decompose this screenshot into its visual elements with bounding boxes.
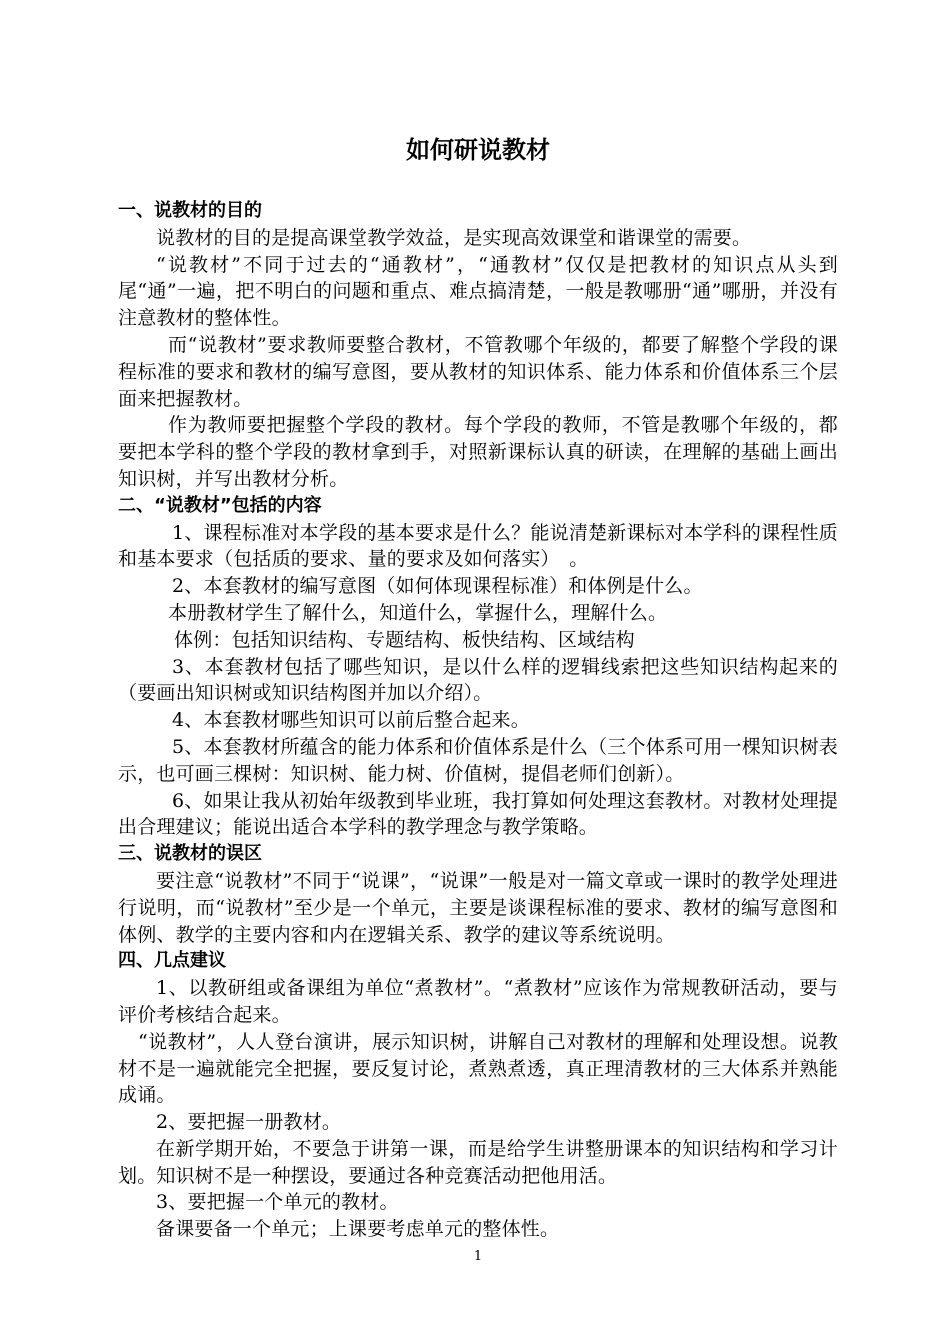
paragraph: 体例：包括知识结构、专题结构、板快结构、区域结构 (174, 628, 635, 651)
paragraph: 本册教材学生了解什么，知道什么，掌握什么，理解什么。 (168, 601, 668, 624)
paragraph: 6、如果让我从初始年级教到毕业班，我打算如何处理这套教材。对教材处理提出合理建议；能说出适合本学科的教学理念与教学策略。 (118, 789, 838, 839)
paragraph: “说教材”，人人登台演讲，展示知识树，讲解自己对教材的理解和处理设想。说教材不是一遍就能完全把握，要反复讨论，煮熟煮透，真正理清教材的三大体系并熟能成诵。 (118, 1030, 838, 1107)
section-heading-content: 二、“说教材”包括的内容 (118, 494, 322, 516)
paragraph: 而“说教材”要求教师要整合教材，不管教哪个年级的，都要了解整个学段的课程标准的要求和教材的编写意图，要从教材的知识体系、能力体系和价值体系三个层面来把握教材。 (118, 333, 838, 410)
section-heading-purpose: 一、说教材的目的 (118, 200, 262, 221)
paragraph: 4、本套教材哪些知识可以前后整合起来。 (172, 709, 530, 732)
paragraph: 备课要备一个单元；上课要考虑单元的整体性。 (156, 1218, 560, 1241)
document-page (118, 0, 838, 1344)
paragraph: 要注意“说教材”不同于“说课”，“说课”一般是对一篇文章或一课时的教学处理进行说明，而“说教材”至少是一个单元，主要是谈课程标准的要求、教材的编写意图和体例、教学的主要内容和内在逻辑关系、教学的建议等系统说明。 (118, 869, 838, 946)
paragraph: 在新学期开始，不要急于讲第一课，而是给学生讲整册课本的知识结构和学习计划。知识树不是一种摆设，要通过各种竞赛活动把他用活。 (118, 1137, 838, 1187)
paragraph: “说教材”不同于过去的“通教材”，“通教材”仅仅是把教材的知识点从头到尾“通”一遍，把不明白的问题和重点、难点搞清楚，一般是教哪册“通”哪册，并没有注意教材的整体性。 (118, 253, 838, 330)
paragraph: 2、要把握一册教材。 (156, 1111, 342, 1134)
paragraph: 1、课程标准对本学段的基本要求是什么？能说清楚新课标对本学科的课程性质和基本要求（包括质的要求、量的要求及如何落实） 。 (118, 521, 838, 571)
section-heading-suggestions: 四、几点建议 (118, 950, 226, 972)
paragraph: 3、本套教材包括了哪些知识，是以什么样的逻辑线索把这些知识结构起来的（要画出知识树或知识结构图并加以介绍）。 (118, 655, 838, 705)
document-body (118, 198, 838, 1243)
paragraph: 说教材的目的是提高课堂教学效益，是实现高效课堂和谐课堂的需要。 (156, 226, 752, 249)
page-number: 1 (473, 1249, 483, 1264)
paragraph: 5、本套教材所蕴含的能力体系和价值体系是什么（三个体系可用一棵知识树表示，也可画三棵树：知识树、能力树、价值树，提倡老师们创新）。 (118, 735, 838, 785)
paragraph: 3、要把握一个单元的教材。 (156, 1191, 399, 1214)
paragraph: 1、以教研组或备课组为单位“煮教材”。“煮教材”应该作为常规教研活动，要与评价考核结合起来。 (118, 977, 838, 1026)
paragraph: 2、本套教材的编写意图（如何体现课程标准）和体例是什么。 (172, 575, 703, 598)
section-heading-misconceptions: 三、说教材的误区 (118, 843, 262, 865)
paragraph: 作为教师要把握整个学段的教材。每个学段的教师，不管是教哪个年级的，都要把本学科的整个学段的教材拿到手，对照新课标认真的研读，在理解的基础上画出知识树，并写出教材分析。 (118, 414, 838, 490)
document-title: 如何研说教材 (406, 136, 550, 164)
